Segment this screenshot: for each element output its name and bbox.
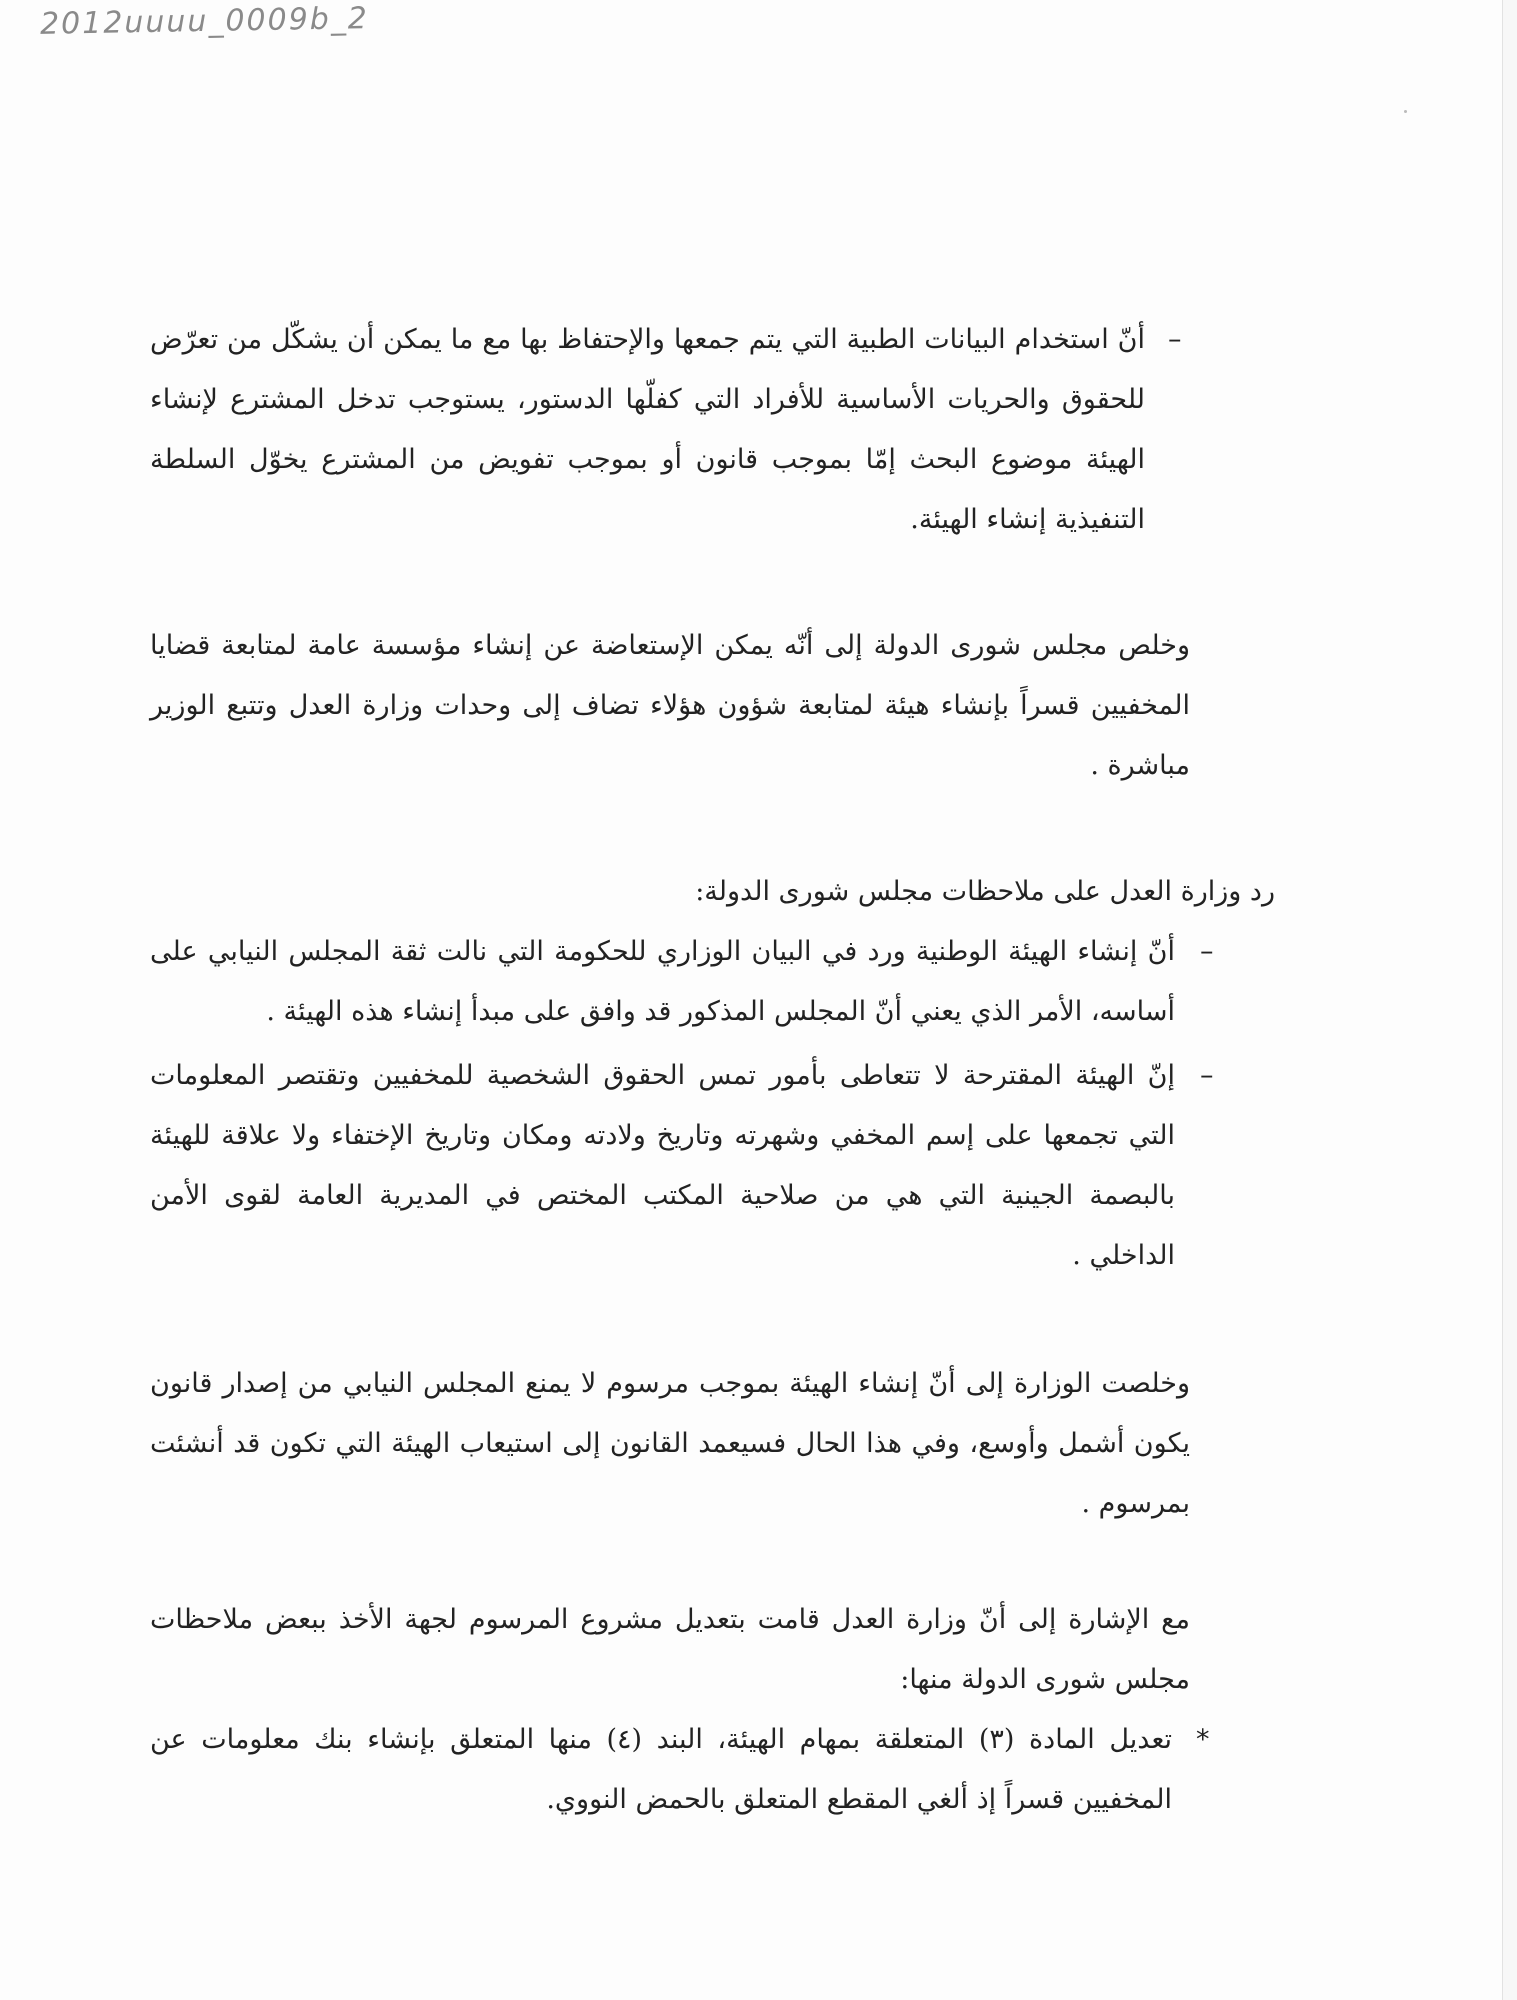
dash-bullet: – — [1168, 324, 1182, 355]
handwritten-reference-code: 2012uuuu_0009b_2 — [39, 1, 370, 42]
paragraph-ministerial-statement: أنّ إنشاء الهيئة الوطنية ورد في البيان الوزاري للحكومة التي نالت ثقة المجلس النيابي على أساسه، الأمر الذي يعني أنّ المجلس المذكور قد وافق على مبدأ إنشاء هذه الهيئة . — [150, 936, 1175, 1027]
dash-bullet: – — [1200, 936, 1214, 967]
paragraph-proposed-body: إنّ الهيئة المقترحة لا تتعاطى بأمور تمس الحقوق الشخصية للمخفيين وتقتصر المعلومات التي تجمعها على إسم المخفي وشهرته وتاريخ ولادته ومكان وتاريخ الإختفاء ولا علاقة للهيئة بالبصمة الجينية التي هي من صلاحية المكتب المختص في المديرية العامة لقوى الأمن الداخلي . — [150, 1060, 1175, 1271]
paragraph-article-amendment: تعديل المادة (٣) المتعلقة بمهام الهيئة، البند (٤) منها المتعلق بإنشاء بنك معلومات عن المخفيين قسراً إذ ألغي المقطع المتعلق بالحمض النووي. — [150, 1724, 1172, 1815]
paragraph-ministry-conclusion: وخلصت الوزارة إلى أنّ إنشاء الهيئة بموجب مرسوم لا يمنع المجلس النيابي من إصدار قانون يكون أشمل وأوسع، وفي هذا الحال فسيعمد القانون إلى استيعاب الهيئة التي تكون قد أنشئت بمرسوم . — [150, 1368, 1190, 1519]
paragraph-council-conclusion: وخلص مجلس شورى الدولة إلى أنّه يمكن الإستعاضة عن إنشاء مؤسسة عامة لمتابعة قضايا المخفيين قسراً بإنشاء هيئة لمتابعة شؤون هؤلاء تضاف إلى وحدات وزارة العدل وتتبع الوزير مباشرة . — [150, 630, 1190, 781]
section-heading-ministry-reply: رد وزارة العدل على ملاحظات مجلس شورى الدولة: — [695, 876, 1275, 907]
paragraph-amendment-note: مع الإشارة إلى أنّ وزارة العدل قامت بتعديل مشروع المرسوم لجهة الأخذ ببعض ملاحظات مجلس شورى الدولة منها: — [150, 1604, 1190, 1695]
paragraph-medical-data: أنّ استخدام البيانات الطبية التي يتم جمعها والإحتفاظ بها مع ما يمكن أن يشكّل من تعرّض للحقوق والحريات الأساسية للأفراد التي كفلّها الدستور، يستوجب تدخل المشترع لإنشاء الهيئة موضوع البحث إمّا بموجب قانون أو بموجب تفويض من المشترع يخوّل السلطة التنفيذية إنشاء الهيئة. — [150, 324, 1145, 535]
star-bullet: * — [1196, 1724, 1210, 1755]
scan-speck — [1404, 110, 1407, 113]
scan-edge — [1502, 0, 1517, 2000]
dash-bullet: – — [1200, 1060, 1214, 1091]
